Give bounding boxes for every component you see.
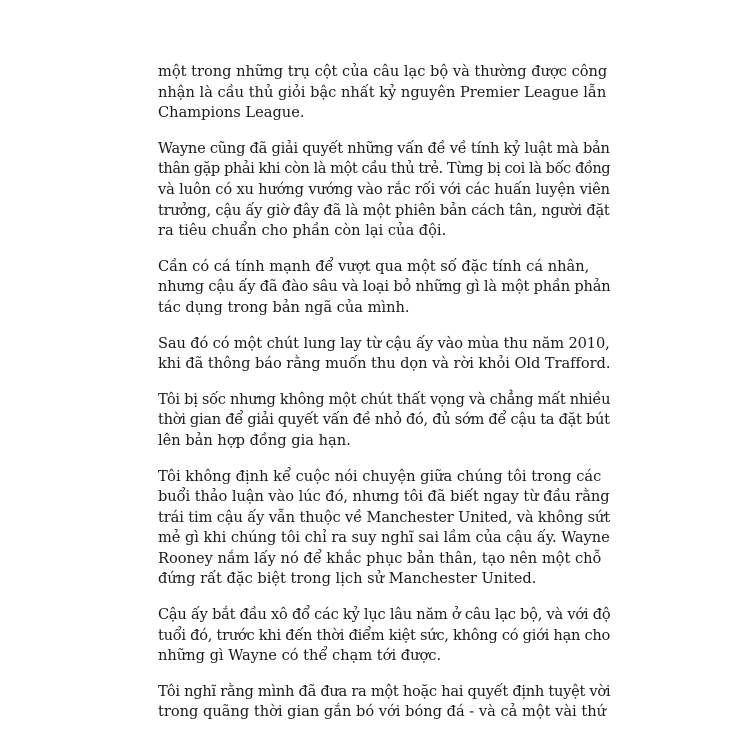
paragraph-1 — [158, 62, 610, 124]
text-line: Tôi bị sốc nhưng không một chút thất vọng và chẳng mất nhiều — [158, 390, 611, 408]
text-line: Sau đó có một chút lung lay từ cậu ấy vào mùa thu năm 2010, — [158, 334, 610, 352]
paragraph-6 — [158, 467, 610, 591]
text-line: Wayne cũng đã giải quyết những vấn đề về tính kỷ luật mà bản — [158, 139, 610, 157]
text-line: đứng rất đặc biệt trong lịch sử Manchester United. — [158, 570, 537, 588]
text-line: nhưng cậu ấy đã đào sâu và loại bỏ những gì là một phần phản — [158, 278, 611, 296]
text-line: một trong những trụ cột của câu lạc bộ và thường được công — [158, 63, 608, 80]
text-line: trưởng, cậu ấy giờ đây đã là một phiên bản cách tân, người đặt — [158, 201, 610, 219]
paragraph-7 — [158, 605, 610, 667]
text-line: trái tim cậu ấy vẫn thuộc về Manchester United, và không sứt — [158, 508, 611, 526]
text-line: Rooney nắm lấy nó để khắc phục bản thân, tạo nên một chỗ — [158, 549, 602, 567]
text-line: thời gian để giải quyết vấn đề nhỏ đó, đủ sớm để cậu ta đặt bút — [158, 411, 610, 429]
paragraph-2 — [158, 139, 610, 242]
text-line: Champions League. — [158, 104, 305, 122]
text-line: Cậu ấy bắt đầu xô đổ các kỷ lục lâu năm ở câu lạc bộ, và với độ — [158, 606, 611, 624]
paragraph-5 — [158, 390, 610, 452]
paragraph-3 — [158, 257, 610, 319]
text-line: lên bản hợp đồng gia hạn. — [158, 431, 351, 449]
paragraph-8 — [158, 682, 610, 723]
text-line: tác dụng trong bản ngã của mình. — [158, 298, 410, 316]
text-line: thân gặp phải khi còn là một cầu thủ trẻ. Từng bị coi là bốc đồng — [158, 160, 611, 178]
text-line: Tôi nghĩ rằng mình đã đưa ra một hoặc hai quyết định tuyệt vời — [158, 682, 611, 700]
text-line: Tôi không định kể cuộc nói chuyện giữa chúng tôi trong các — [158, 467, 602, 485]
text-line: khi đã thông báo rằng muốn thu dọn và rời khỏi Old Trafford. — [158, 355, 611, 373]
text-line: tuổi đó, trước khi đến thời điểm kiệt sức, không có giới hạn cho — [158, 626, 611, 644]
text-line: ra tiêu chuẩn cho phần còn lại của đội. — [158, 222, 447, 240]
text-line: Cần có cá tính mạnh để vượt qua một số đặc tính cá nhân, — [158, 257, 590, 275]
body-text — [158, 62, 610, 738]
text-line: nhận là cầu thủ giỏi bậc nhất kỷ nguyên Premier League lẫn — [158, 83, 607, 101]
text-line: mẻ gì khi chúng tôi chỉ ra suy nghĩ sai lầm của cậu ấy. Wayne — [158, 529, 610, 547]
text-line: buổi thảo luận vào lúc đó, nhưng tôi đã biết ngay từ đầu rằng — [158, 488, 610, 506]
text-line: và luôn có xu hướng vướng vào rắc rối với các huấn luyện viên — [158, 180, 610, 198]
paragraph-4 — [158, 334, 610, 375]
text-line: trong quãng thời gian gắn bó với bóng đá - và cả một vài thứ — [158, 703, 607, 721]
text-line: những gì Wayne có thể chạm tới được. — [158, 647, 442, 665]
